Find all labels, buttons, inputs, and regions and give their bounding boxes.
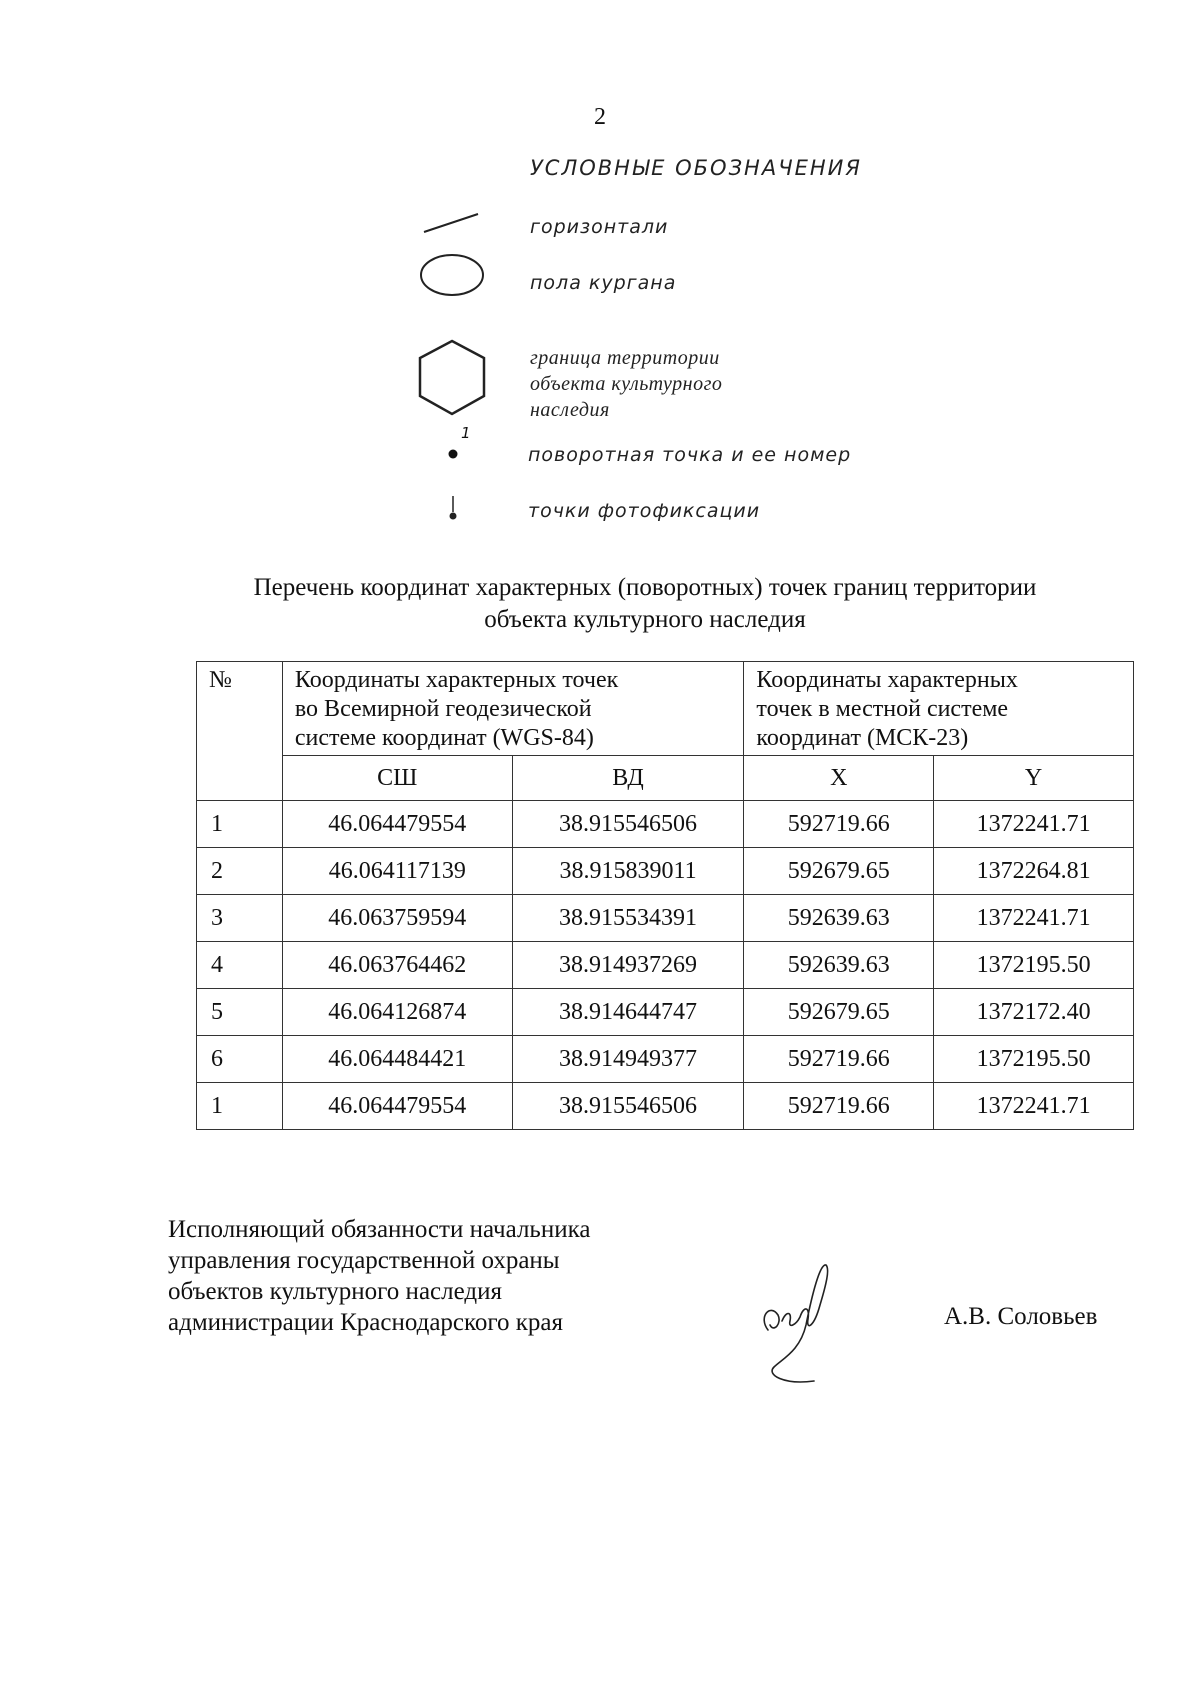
cell-lon: 38.915839011 — [512, 848, 744, 895]
turning-point-number: 1 — [461, 424, 471, 442]
table-row — [197, 1083, 1134, 1130]
turning-point-icon — [446, 447, 460, 461]
cell-y: 1372264.81 — [934, 848, 1134, 895]
cell-lon: 38.914949377 — [512, 1036, 744, 1083]
handwritten-signature — [748, 1255, 838, 1390]
cell-y: 1372241.71 — [934, 801, 1134, 848]
header-line: системе координат (WGS-84) — [294, 725, 594, 751]
table-row — [197, 942, 1134, 989]
boundary-label-line: объекта культурного — [530, 373, 723, 395]
table-row — [197, 1036, 1134, 1083]
cell-y: 1372195.50 — [934, 942, 1134, 989]
subheader-lat: СШ — [282, 756, 512, 801]
cell-x: 592679.65 — [744, 848, 934, 895]
header-number: № — [197, 662, 283, 801]
cell-lon: 38.915534391 — [512, 895, 744, 942]
cell-lon: 38.915546506 — [512, 1083, 744, 1130]
table-row — [197, 848, 1134, 895]
legend-label-boundary — [530, 345, 722, 423]
cell-y: 1372241.71 — [934, 895, 1134, 942]
subheader-y: Y — [934, 756, 1134, 801]
header-line: точек в местной системе — [756, 696, 1009, 722]
photo-point-icon — [446, 494, 460, 524]
cell-y: 1372172.40 — [934, 989, 1134, 1036]
header-line: Координаты характерных точек — [294, 667, 619, 693]
subheader-lon: ВД — [512, 756, 744, 801]
table-row — [197, 989, 1134, 1036]
page-number: 2 — [594, 104, 606, 130]
caption-line: Перечень координат характерных (поворотных) точек границ территории — [253, 574, 1037, 601]
signer-position — [168, 1214, 590, 1338]
table-header-row — [197, 662, 1134, 756]
caption-line: объекта культурного наследия — [484, 606, 806, 633]
contour-line-icon — [420, 208, 482, 238]
signer-position-line: Исполняющий обязанности начальника — [168, 1216, 591, 1243]
legend-label-contours: горизонтали — [530, 216, 669, 238]
header-wgs84 — [282, 662, 744, 756]
cell-number: 4 — [197, 942, 283, 989]
cell-lat: 46.064479554 — [282, 801, 512, 848]
cell-y: 1372195.50 — [934, 1036, 1134, 1083]
cell-y: 1372241.71 — [934, 1083, 1134, 1130]
cell-number: 6 — [197, 1036, 283, 1083]
coordinates-table — [196, 661, 1134, 1130]
cell-number: 2 — [197, 848, 283, 895]
header-msk23 — [744, 662, 1134, 756]
cell-lat: 46.064484421 — [282, 1036, 512, 1083]
cell-number: 5 — [197, 989, 283, 1036]
table-subheader-row — [197, 756, 1134, 801]
legend-label-mound: пола кургана — [530, 272, 677, 294]
cell-x: 592719.66 — [744, 1036, 934, 1083]
header-line: координат (МСК-23) — [756, 725, 969, 751]
cell-lat: 46.063764462 — [282, 942, 512, 989]
cell-x: 592719.66 — [744, 801, 934, 848]
boundary-label-line: наследия — [530, 399, 610, 421]
signer-name: А.В. Соловьев — [944, 1303, 1098, 1330]
cell-number: 1 — [197, 1083, 283, 1130]
boundary-hexagon-icon — [412, 337, 492, 419]
legend-label-photo-points: точки фотофиксации — [528, 500, 761, 522]
cell-number: 1 — [197, 801, 283, 848]
signer-position-line: объектов культурного наследия — [168, 1278, 502, 1305]
cell-x: 592679.65 — [744, 989, 934, 1036]
table-caption — [0, 572, 1200, 636]
cell-lon: 38.915546506 — [512, 801, 744, 848]
legend-title: УСЛОВНЫЕ ОБОЗНАЧЕНИЯ — [530, 156, 862, 180]
mound-ellipse-icon — [416, 250, 488, 300]
legend-label-turning-point: поворотная точка и ее номер — [528, 444, 852, 466]
cell-lat: 46.064117139 — [282, 848, 512, 895]
signer-position-line: управления государственной охраны — [168, 1247, 560, 1274]
header-line: во Всемирной геодезической — [294, 696, 592, 722]
cell-lat: 46.064126874 — [282, 989, 512, 1036]
cell-x: 592639.63 — [744, 942, 934, 989]
cell-x: 592639.63 — [744, 895, 934, 942]
cell-lon: 38.914644747 — [512, 989, 744, 1036]
table-row — [197, 895, 1134, 942]
cell-number: 3 — [197, 895, 283, 942]
cell-x: 592719.66 — [744, 1083, 934, 1130]
boundary-label-line: граница территории — [530, 347, 720, 369]
table-row — [197, 801, 1134, 848]
subheader-x: X — [744, 756, 934, 801]
signer-position-line: администрации Краснодарского края — [168, 1309, 564, 1336]
header-line: Координаты характерных — [756, 667, 1018, 693]
cell-lon: 38.914937269 — [512, 942, 744, 989]
cell-lat: 46.063759594 — [282, 895, 512, 942]
cell-lat: 46.064479554 — [282, 1083, 512, 1130]
